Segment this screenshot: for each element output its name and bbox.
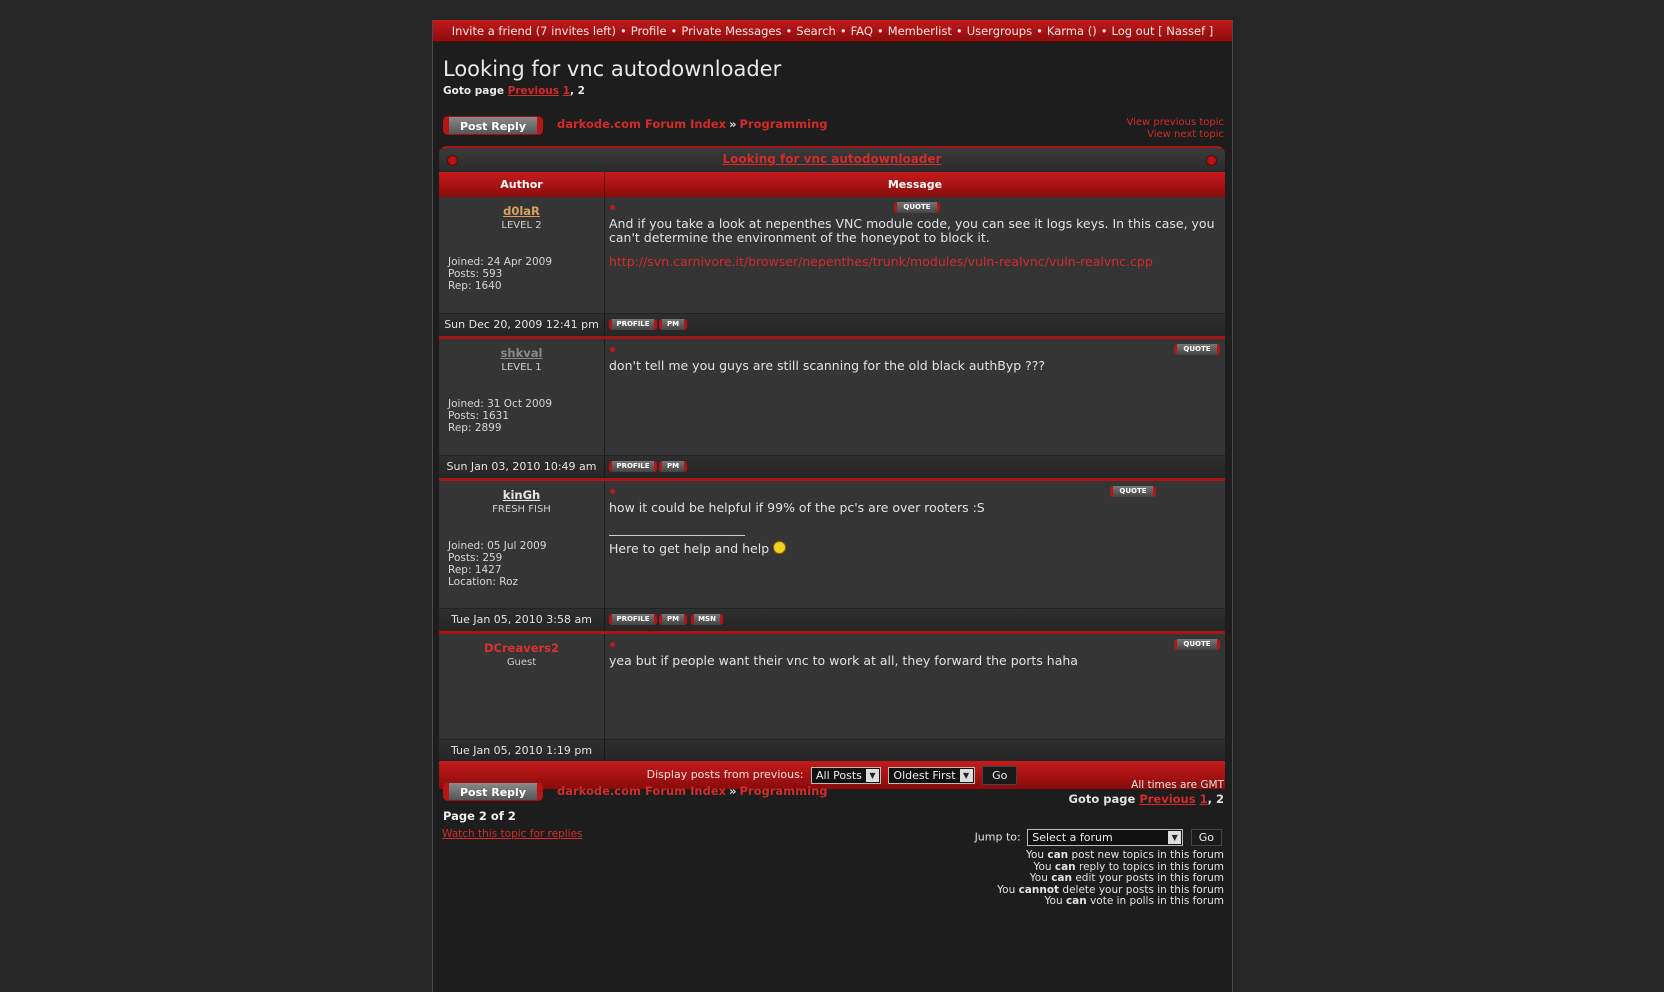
post-username-link[interactable]: shkval: [500, 346, 543, 360]
user-info: Joined: 31 Oct 2009 Posts: 1631 Rep: 2899: [448, 398, 553, 434]
nav-search[interactable]: Search: [796, 24, 836, 38]
user-rank: Guest: [506, 657, 537, 668]
post-body: And if you take a look at nepenthes VNC module code, you can see it logs keys. In this case, you can't determine the environment of the honeypot to block it.: [609, 216, 1215, 245]
nav-invite[interactable]: Invite a friend (7 invites left): [451, 24, 616, 38]
post-message-cell: [605, 339, 1225, 455]
post-author-cell: [439, 197, 605, 313]
timezone-note: All times are GMT: [1131, 779, 1224, 791]
view-next-topic-link[interactable]: View next topic: [1147, 129, 1224, 140]
topic-navigation-links: [1126, 117, 1224, 141]
posts-table: [439, 146, 1225, 789]
quote-button[interactable]: QUOTE: [1174, 344, 1220, 355]
user-info: Joined: 24 Apr 2009 Posts: 593 Rep: 1640: [448, 256, 553, 292]
sort-order-select[interactable]: Oldest First ▼: [888, 767, 974, 784]
table-topic-link[interactable]: Looking for vnc autodownloader: [722, 152, 942, 166]
nav-usergroups[interactable]: Usergroups: [966, 24, 1033, 38]
goto-previous-link[interactable]: Previous: [507, 85, 560, 97]
jump-to-select[interactable]: Select a forum ▼: [1027, 829, 1183, 846]
permission-line: You can post new topics in this forum: [1025, 849, 1224, 861]
post-footer: [439, 740, 1225, 761]
profile-button[interactable]: PROFILE: [609, 461, 657, 472]
table-header: [439, 172, 1225, 197]
nav-faq[interactable]: FAQ: [850, 24, 873, 38]
author-column-header: Author: [439, 172, 605, 197]
post-username-link[interactable]: kinGh: [502, 488, 541, 502]
watch-topic-link[interactable]: Watch this topic for replies: [442, 828, 583, 840]
post-username-link[interactable]: d0laR: [503, 204, 540, 218]
goto-previous-link[interactable]: Previous: [1139, 792, 1196, 806]
permission-line: You can edit your posts in this forum: [1029, 872, 1224, 884]
profile-button[interactable]: PROFILE: [609, 614, 657, 625]
post-link[interactable]: http://svn.carnivore.it/browser/nepenthes/trunk/modules/vuln-realvnc/vuln-realvnc.cpp: [609, 254, 1153, 269]
breadcrumb: darkode.com Forum Index » Programming: [557, 117, 828, 131]
display-label: Display posts from previous:: [646, 768, 804, 781]
msn-button[interactable]: MSN: [691, 614, 723, 625]
message-column-header: Message: [887, 178, 943, 191]
jump-go-button[interactable]: Go: [1191, 829, 1222, 846]
post-reply-button[interactable]: Post Reply: [443, 116, 543, 135]
post-date: Sun Dec 20, 2009 12:41 pm: [439, 314, 605, 336]
post-row: [439, 197, 1225, 314]
chevron-down-icon: ▼: [1168, 831, 1181, 844]
post-date: Tue Jan 05, 2010 1:19 pm: [439, 740, 605, 761]
page-of: Page 2 of 2: [443, 809, 516, 823]
post-message-cell: [605, 634, 1225, 739]
breadcrumb-index-link[interactable]: darkode.com Forum Index: [557, 784, 727, 798]
pm-button[interactable]: PM: [659, 319, 687, 330]
post-author-cell: [439, 634, 605, 739]
user-rank: LEVEL 2: [501, 220, 542, 231]
pm-button[interactable]: PM: [659, 461, 687, 472]
post-row: [439, 634, 1225, 740]
post-marker-icon: [610, 642, 615, 647]
post-date: Tue Jan 05, 2010 3:58 am: [439, 609, 605, 631]
nav-private-messages[interactable]: Private Messages: [681, 24, 782, 38]
right-ornament-icon: [1206, 155, 1217, 166]
quote-button[interactable]: QUOTE: [894, 202, 940, 213]
forum-permissions: [997, 850, 1224, 908]
post-body: don't tell me you guys are still scanning for the old black authByp ???: [609, 358, 1046, 373]
post-reply-button-bottom[interactable]: Post Reply: [443, 782, 543, 801]
goto-page-top: Goto page Previous 1, 2: [443, 85, 585, 97]
goto-page-1-link[interactable]: 1: [562, 85, 570, 97]
nav-memberlist[interactable]: Memberlist: [887, 24, 952, 38]
post-footer: [439, 609, 1225, 634]
quote-button[interactable]: QUOTE: [1174, 639, 1220, 650]
post-row: [439, 339, 1225, 456]
display-go-button[interactable]: Go: [982, 766, 1017, 785]
breadcrumb-bottom: darkode.com Forum Index » Programming: [557, 784, 828, 798]
post-username: DCreavers2: [483, 641, 560, 655]
post-row: [439, 481, 1225, 609]
post-footer: [439, 456, 1225, 481]
profile-button[interactable]: PROFILE: [609, 319, 657, 330]
left-ornament-icon: [447, 155, 458, 166]
signature-divider: [609, 535, 745, 536]
page-container: [432, 20, 1233, 992]
table-title-bar: [439, 146, 1225, 172]
view-previous-topic-link[interactable]: View previous topic: [1126, 117, 1224, 128]
breadcrumb-index-link[interactable]: darkode.com Forum Index: [557, 117, 727, 131]
post-author-cell: [439, 339, 605, 455]
post-message-cell: [605, 481, 1225, 608]
post-marker-icon: [610, 205, 615, 210]
permission-line: You can reply to topics in this forum: [1033, 860, 1224, 873]
permission-line: You cannot delete your posts in this forum: [997, 883, 1224, 896]
topic-title[interactable]: Looking for vnc autodownloader: [443, 57, 782, 81]
jump-to-box: Jump to: Select a forum ▼ Go: [975, 829, 1222, 846]
post-footer: [439, 314, 1225, 339]
user-info: Joined: 05 Jul 2009 Posts: 259 Rep: 1427 Location: Roz: [448, 540, 547, 588]
posts-period-select[interactable]: All Posts ▼: [811, 767, 881, 784]
nav-karma[interactable]: Karma (): [1046, 24, 1097, 38]
post-body: yea but if people want their vnc to work at all, they forward the ports haha: [609, 653, 1078, 668]
user-rank: LEVEL 1: [501, 362, 542, 373]
post-body: how it could be helpful if 99% of the pc's are over rooters :S: [609, 500, 985, 515]
user-rank: FRESH FISH: [492, 504, 551, 515]
post-message-cell: [605, 197, 1225, 313]
post-date: Sun Jan 03, 2010 10:49 am: [439, 456, 605, 478]
signature: Here to get help and help: [609, 541, 786, 556]
quote-button[interactable]: QUOTE: [1110, 486, 1156, 497]
post-author-cell: [439, 481, 605, 608]
goto-page-bottom: Goto page Previous 1, 2: [1068, 792, 1224, 806]
nav-profile[interactable]: Profile: [630, 24, 667, 38]
post-marker-icon: [610, 489, 615, 494]
goto-page-1-link[interactable]: 1: [1199, 792, 1208, 806]
pm-button[interactable]: PM: [659, 614, 687, 625]
chevron-down-icon: ▼: [960, 769, 973, 782]
nav-logout[interactable]: Log out [ Nassef ]: [1111, 24, 1214, 38]
permission-line: You can vote in polls in this forum: [1044, 895, 1224, 907]
breadcrumb-forum-link[interactable]: Programming: [739, 784, 828, 798]
breadcrumb-forum-link[interactable]: Programming: [739, 117, 828, 131]
top-navigation: Invite a friend (7 invites left) • Profile • Private Messages • Search • FAQ • Memberlist • Usergroups • Karma () • Log out [ Nassef ]: [433, 20, 1232, 42]
post-marker-icon: [610, 347, 615, 352]
smiley-icon: [773, 541, 786, 554]
chevron-down-icon: ▼: [866, 769, 879, 782]
